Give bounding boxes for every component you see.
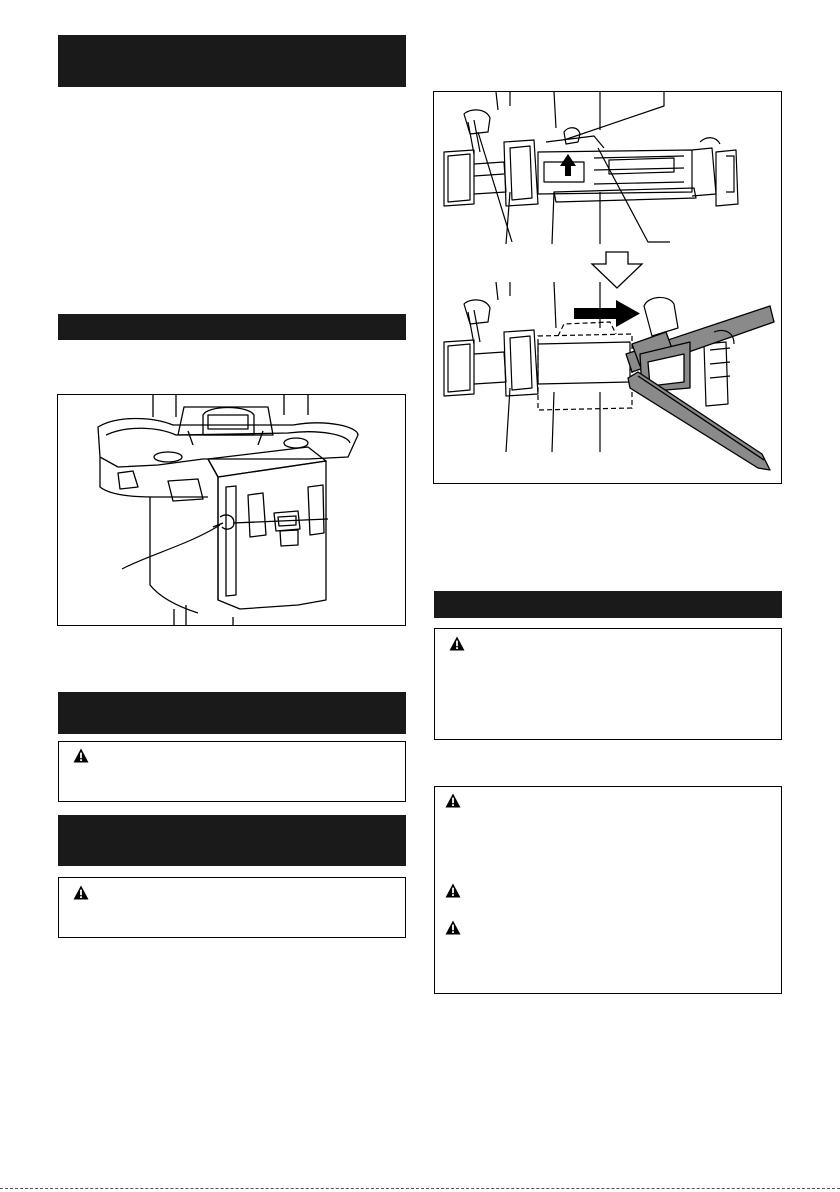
- warning-icon: [73, 748, 89, 763]
- section-heading-bar: [58, 815, 406, 866]
- warning-box: [434, 628, 782, 740]
- attachment-part: [626, 306, 774, 470]
- warning-icon: [445, 920, 461, 935]
- up-arrow-icon: [560, 154, 576, 176]
- attachment-removal-drawing: [434, 92, 782, 484]
- section-heading-bar: [434, 591, 782, 618]
- battery-hook-figure: [57, 394, 406, 626]
- warning-icon: [449, 636, 465, 651]
- warning-box: [58, 741, 406, 802]
- warning-box: [434, 786, 782, 994]
- attachment-removal-figure: [433, 91, 782, 484]
- section-heading-bar: [58, 35, 406, 87]
- section-heading-bar: [58, 692, 406, 734]
- warning-icon: [445, 793, 461, 808]
- warning-icon: [445, 883, 461, 898]
- battery-hook-drawing: [58, 395, 406, 626]
- warning-box: [58, 877, 406, 938]
- page-bottom-rule: [0, 1188, 840, 1189]
- section-heading-bar: [58, 314, 406, 340]
- warning-icon: [73, 885, 89, 900]
